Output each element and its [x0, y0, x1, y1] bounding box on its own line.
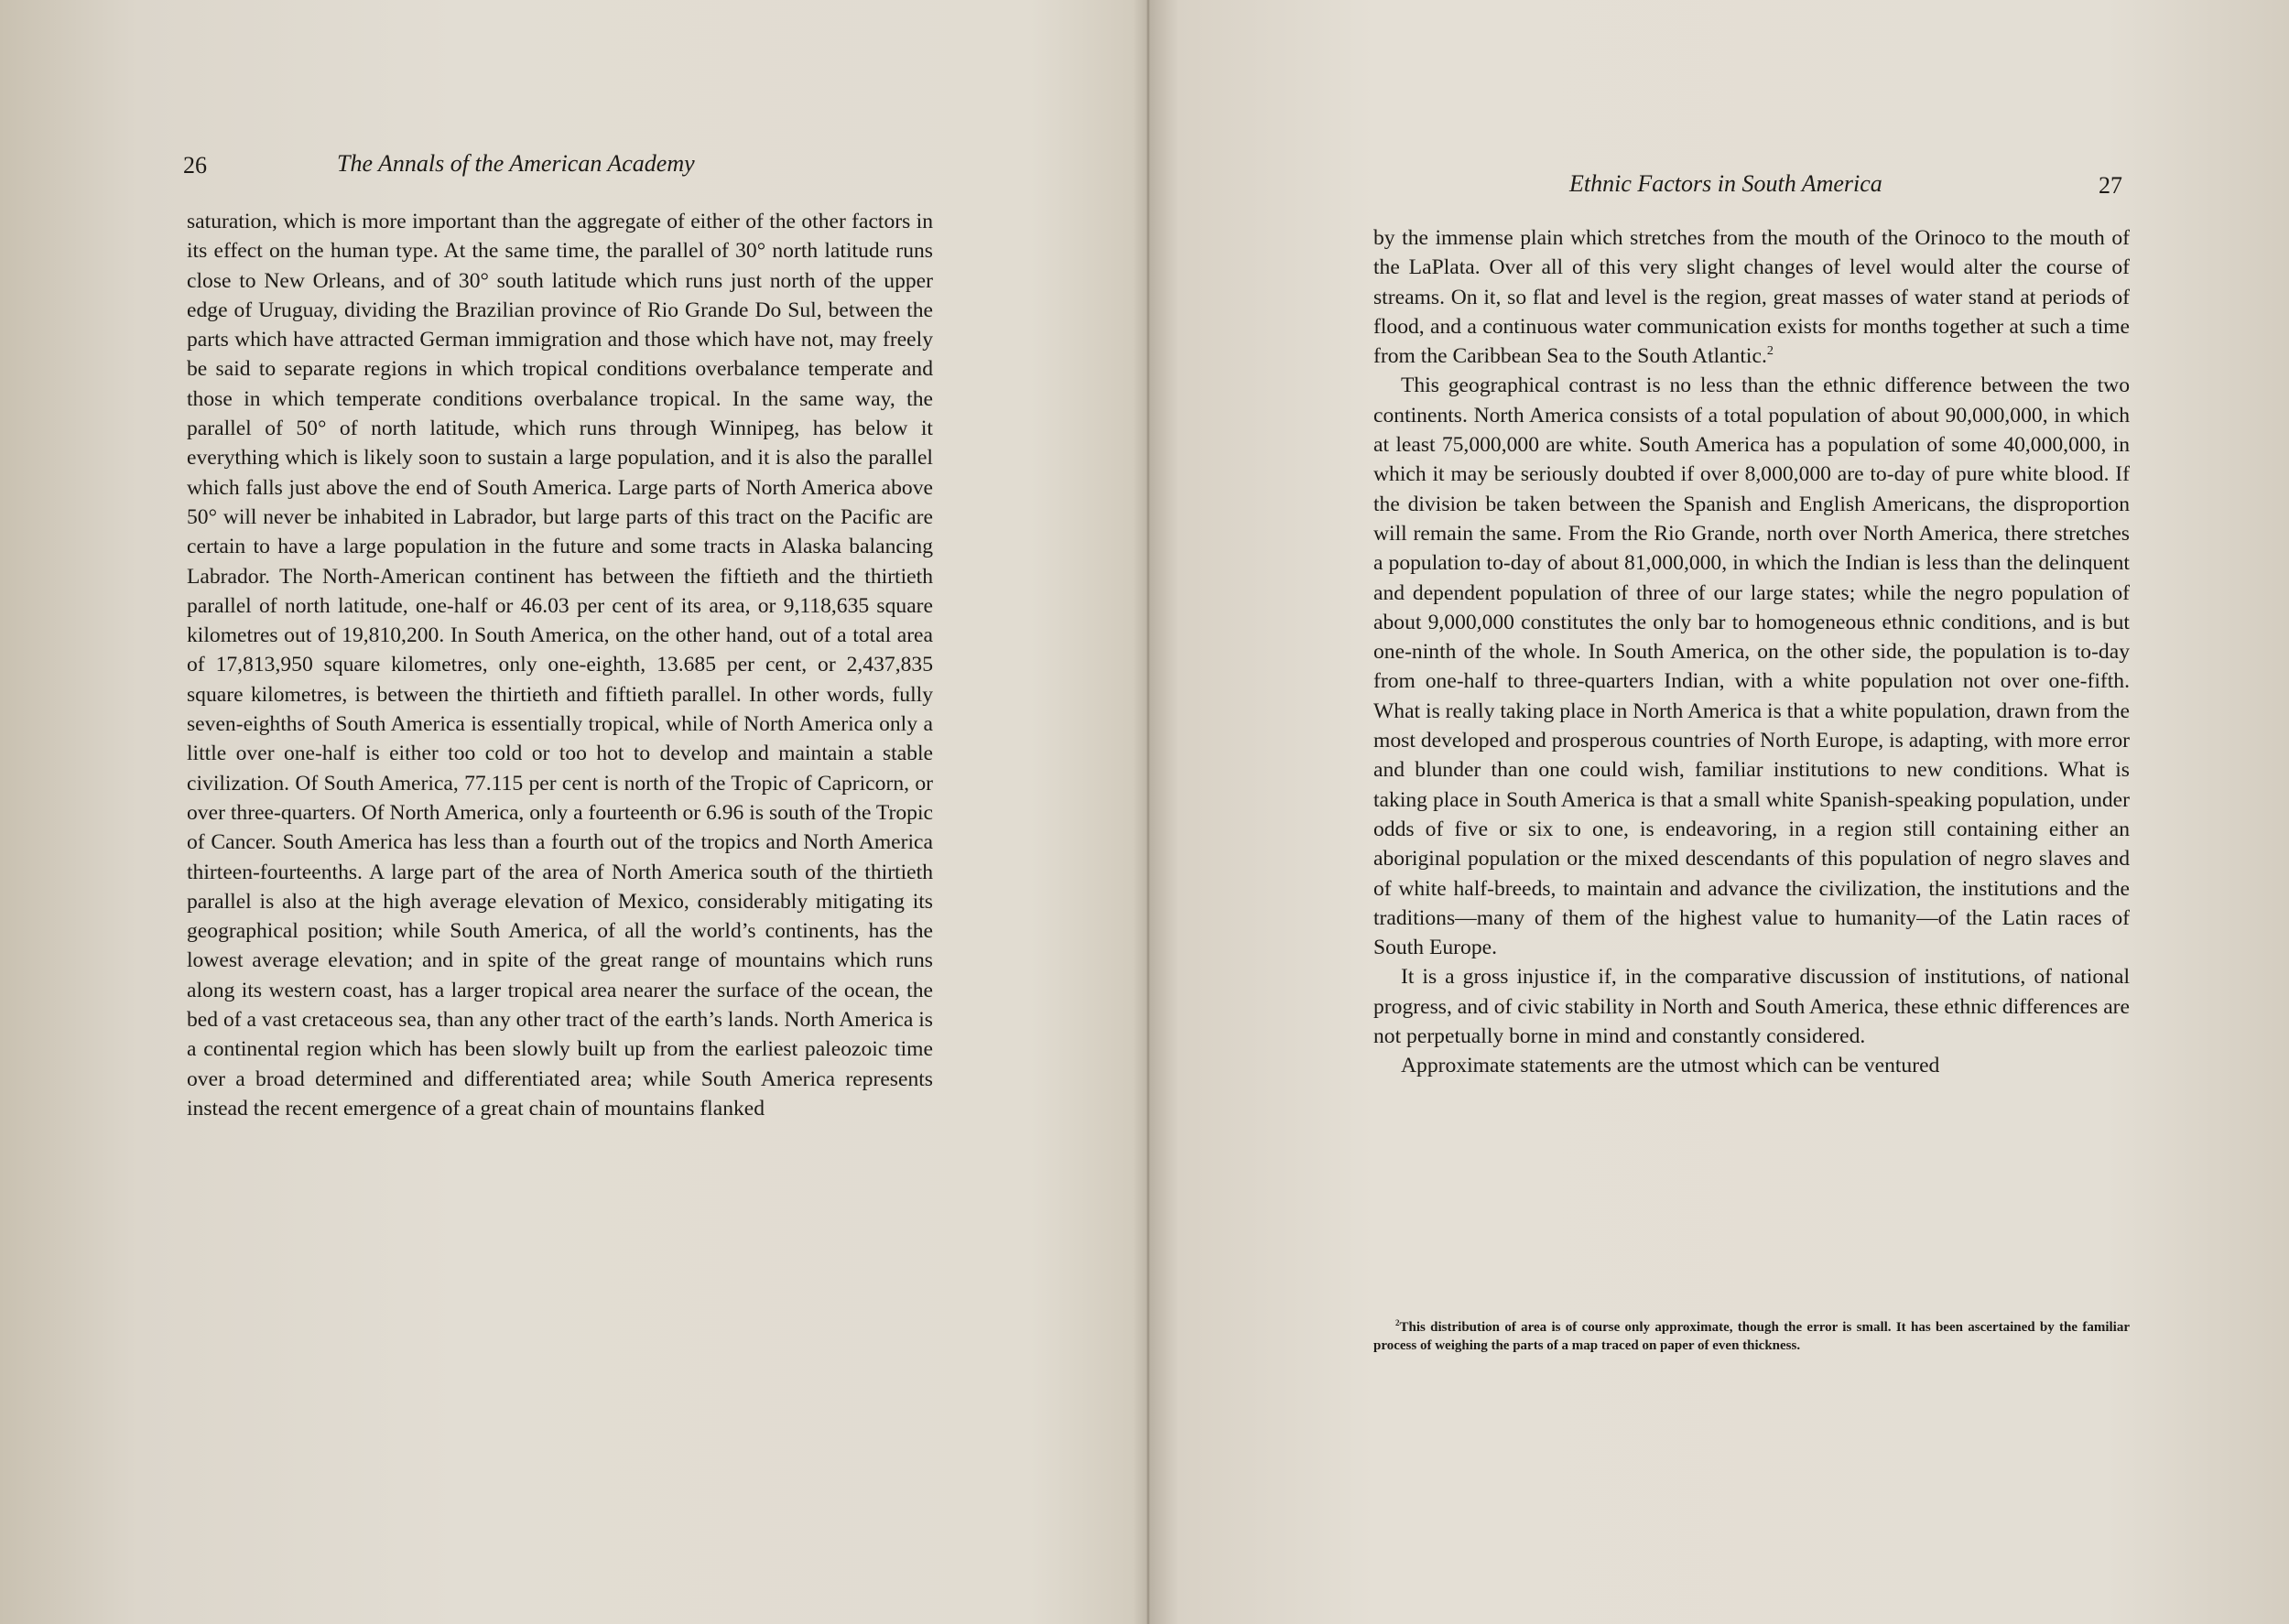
paragraph: It is a gross injustice if, in the comparative discussion of institutions, of national progress, and of civic stability in North and South America, these ethnic differences are not perpetually borne in mind and constantly considered. — [1373, 965, 2130, 1049]
footnotes — [1373, 1318, 2130, 1355]
right-page — [1150, 0, 2289, 1624]
running-title-left — [337, 150, 695, 178]
footnote-text: This distribution of area is of course only approximate, though the error is small. It has been ascertained by the familiar process of weighing the parts of a map traced on paper of even thickness. — [1373, 1320, 2130, 1353]
running-title-right — [1569, 170, 1882, 198]
footnote — [1373, 1318, 2130, 1355]
page-number-right: 27 — [2099, 172, 2122, 199]
running-title-text: The Annals of the American Academy — [337, 150, 695, 177]
running-title-text: Ethnic Factors in South America — [1569, 170, 1882, 197]
paragraph: This geographical contrast is no less than the ethnic difference between the two continents. North America consists of a total population of about 90,000,000, in which at least 75,000,000 are white. South America has a population of some 40,000,000, in which it may be seriously doubted if over 8,000,000 are to-day of pure white blood. If the division be taken between the Spanish and English Americans, the disproportion will remain the same. From the Rio Grande, north over North America, there stretches a population to-day of about 81,000,000, in which the Indian is less than the delinquent and dependent population of three of our large states; while the negro population of about 9,000,000 constitutes the only bar to homogeneous ethnic conditions, and is but one-ninth of the whole. In South America, on the other side, the population is to-day from one-half to three-quarters Indian, with a white population not over one-fifth. What is really taking place in North America is that a white population, drawn from the most developed and prosperous countries of North Europe, is adapting, with more error and blunder than one could wish, familiar institutions to new conditions. What is taking place in South America is that a small white Spanish-speaking population, under odds of five or six to one, is endeavoring, in a region still containing either an aboriginal population or the mixed descendants of this population of negro slaves and of white half-breeds, to maintain and advance the civilization, the institutions and the traditions—many of them of the highest value to humanity—of the Latin races of South Europe. — [1373, 374, 2130, 960]
paragraph — [1373, 223, 2130, 371]
body-text-right — [1373, 223, 2130, 1081]
paragraph: saturation, which is more important than the aggregate of either of the other factors in its effect on the human type. At the same time, the parallel of 30° north latitude runs close to New Orleans, and of 30° south latitude which runs just north of the upper edge of Uruguay, dividing the Brazilian province of Rio Grande Do Sul, between the parts which have attracted German immigration and those which have not, may freely be said to separate regions in which tropical conditions overbalance temperate and those in which temperate conditions overbalance tropical. In the same way, the parallel of 50° of north latitude, which runs through Winnipeg, has below it everything which is likely soon to sustain a large population, and it is also the parallel which falls just above the end of South America. Large parts of North America above 50° will never be inhabited in Labrador, but large parts of this tract on the Pacific are certain to have a large population in the future and some tracts in Alaska balancing Labrador. The North-American continent has between the fiftieth and the thirtieth parallel of north latitude, one-half or 46.03 per cent of its area, or 9,118,635 square kilometres out of 19,810,200. In South America, on the other hand, out of a total area of 17,813,950 square kilometres, only one-eighth, 13.685 per cent, or 2,437,835 square kilometres, is between the thirtieth and fiftieth parallel. In other words, fully seven-eighths of South America is essentially tropical, while of North America only a little over one-half is either too cold or too hot to develop and maintain a stable civilization. Of South America, 77.115 per cent is north of the Tropic of Capricorn, or over three-quarters. Of North America, only a fourteenth or 6.96 is south of the Tropic of Cancer. South America has less than a fourth out of the tropics and North America thirteen-fourteenths. A large part of the area of North America south of the thirtieth parallel is also at the high average elevation of Mexico, considerably mitigating its geographical position; while South America, of all the world’s continents, has the lowest average elevation; and in spite of the great range of mountains which runs along its western coast, has a larger tropical area nearer the surface of the ocean, the bed of a vast cretaceous sea, than any other tract of the earth’s lands. North America is a continental region which has been slowly built up from the earliest paleozoic time over a broad determined and differentiated area; while South America represents instead the recent emergence of a great chain of mountains flanked — [187, 210, 933, 1121]
footnote-reference: 2 — [1766, 343, 1774, 359]
body-text-left — [187, 207, 933, 1123]
paragraph-text: by the immense plain which stretches from the mouth of the Orinoco to the mouth of the LaPlata. Over all of this very slight changes of level would alter the course of streams. On it, so flat and level is the region, great masses of water stand at periods of flood, and a continuous water communication exists for months together at such a time from the Caribbean Sea to the South Atlantic. — [1373, 226, 2130, 369]
footnote-marker: 2 — [1395, 1318, 1400, 1327]
paragraph: Approximate statements are the utmost which can be ventured — [1401, 1054, 1940, 1078]
page-number-left: 26 — [183, 152, 207, 179]
